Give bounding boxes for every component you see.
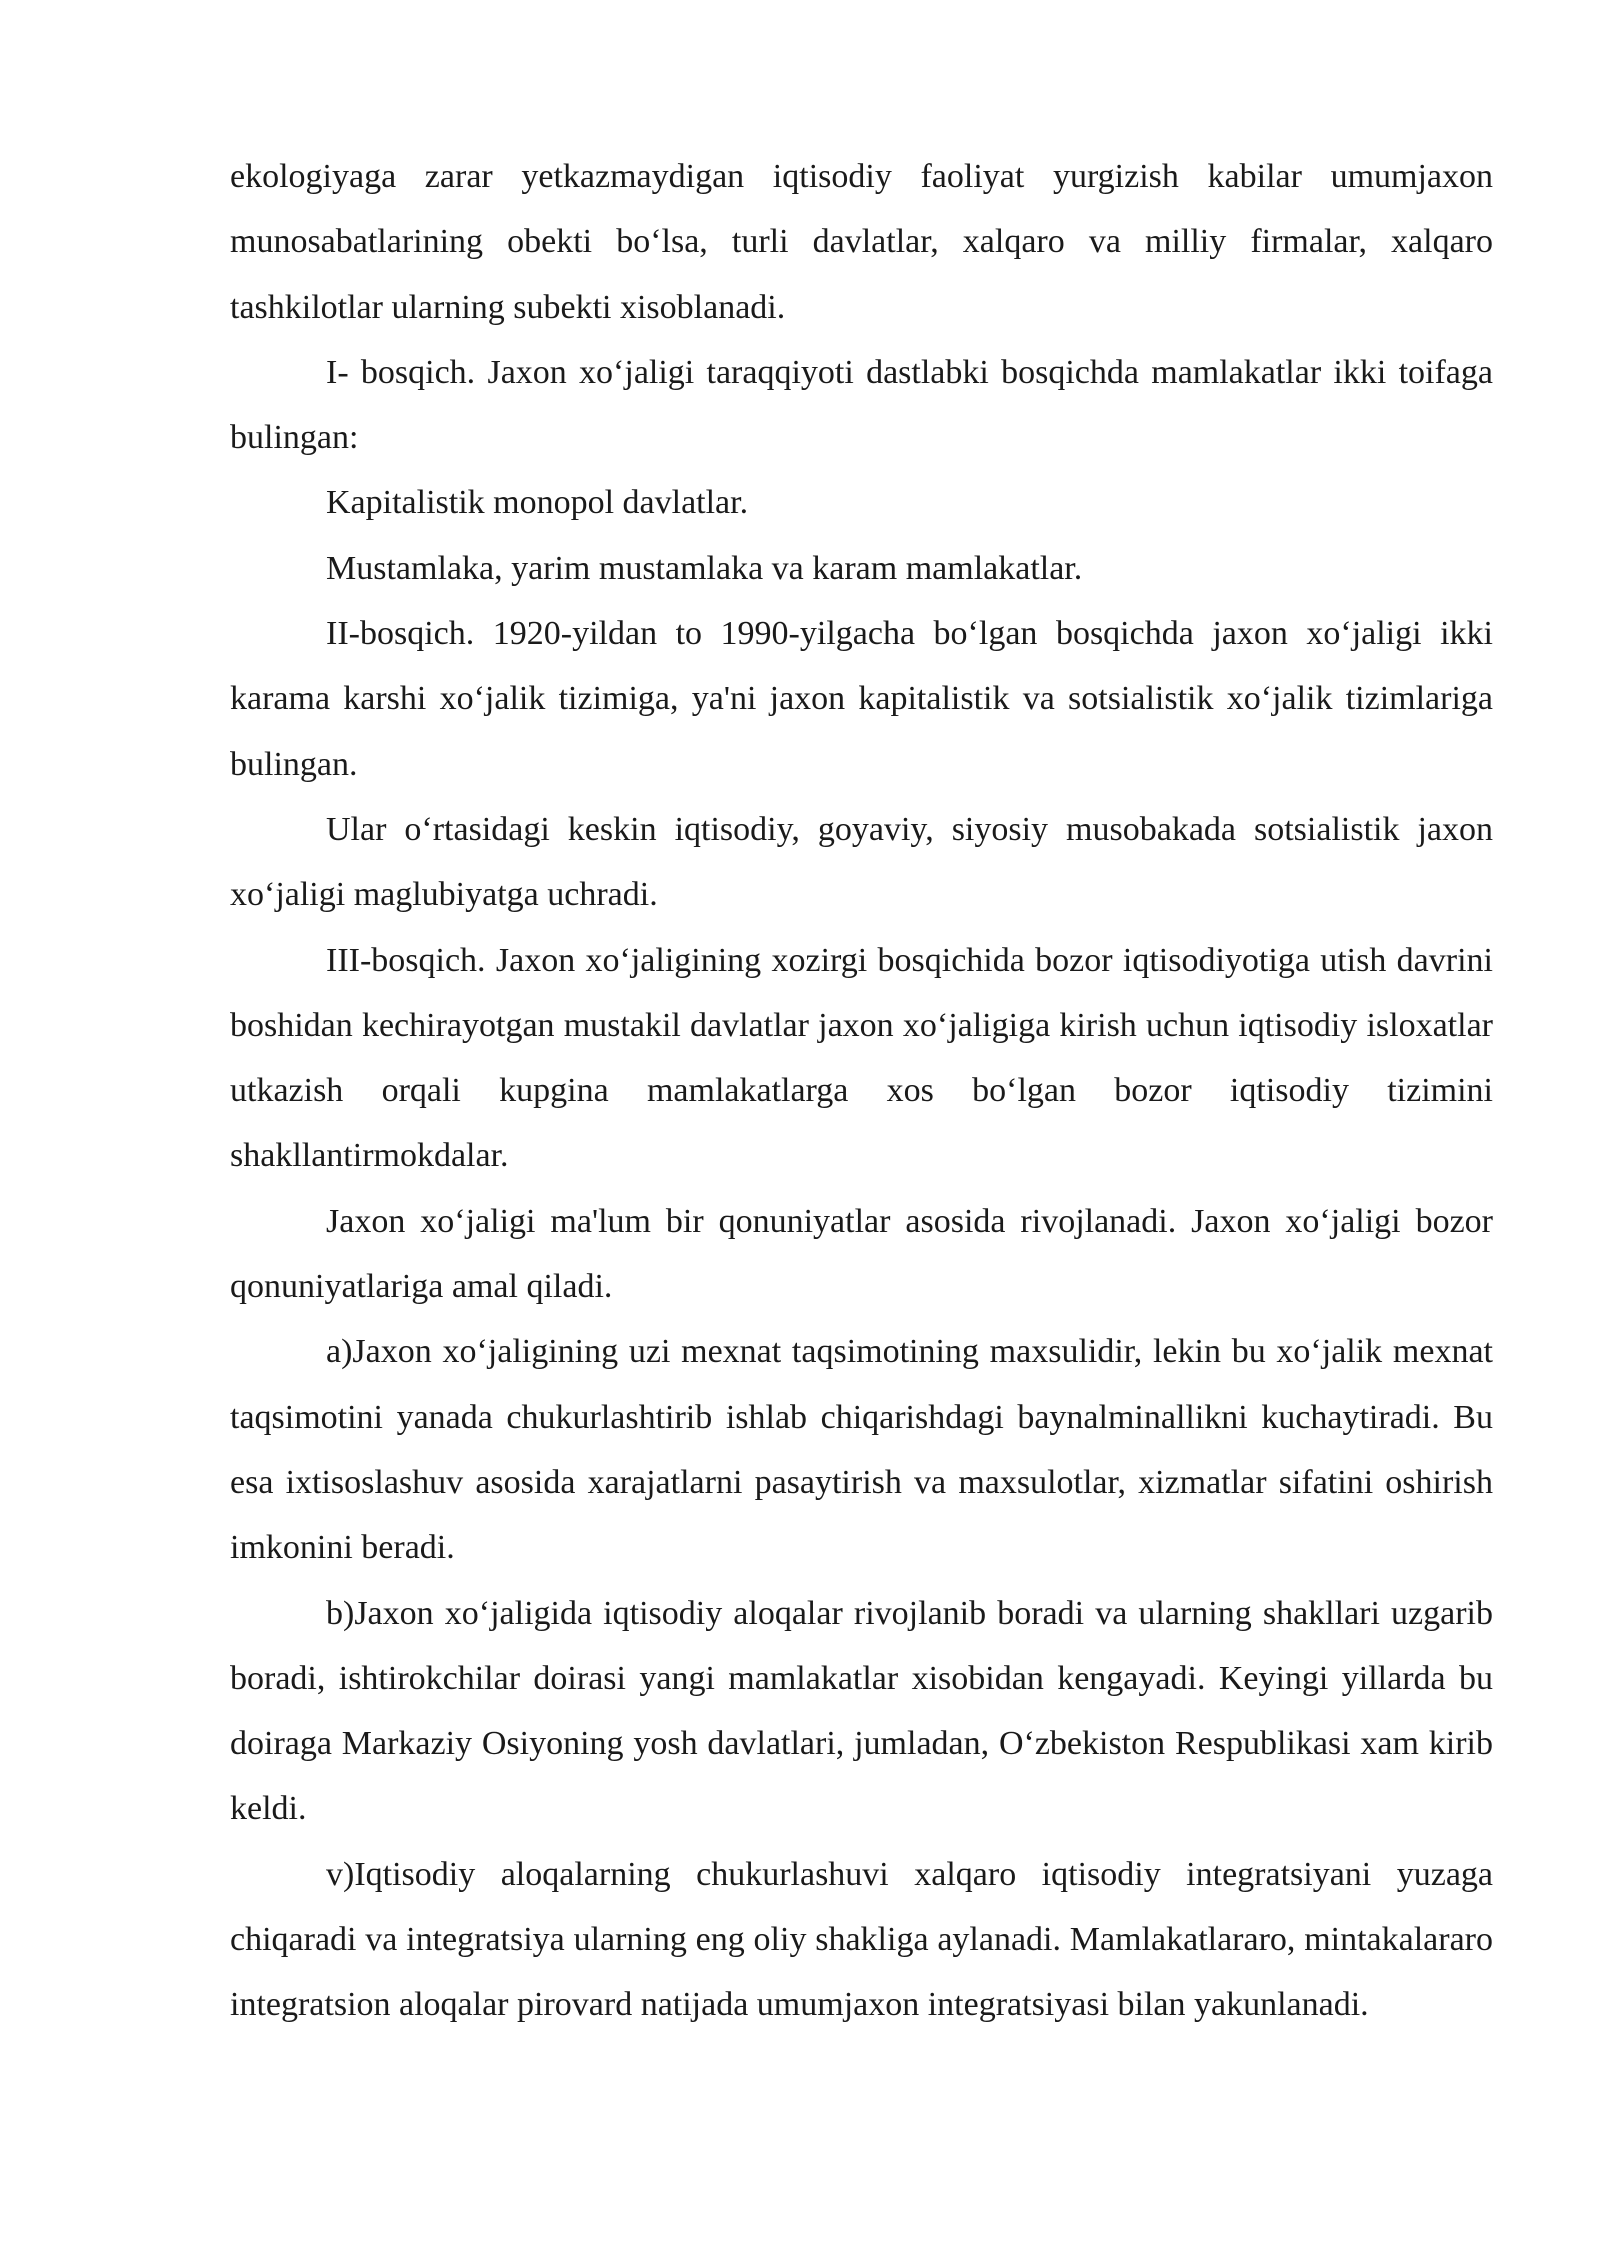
paragraph-market-laws: Jaxon xo‘jaligi ma'lum bir qonuniyatlar asosida rivojlanadi. Jaxon xo‘jaligi bozor qonuniyatlariga amal qiladi. [230,1202,1493,1306]
paragraph-intro-continuation: ekologiyaga zarar yetkazmaydigan iqtisodiy faoliyat yurgizish kabilar umumjaxon munosabatlarining obekti bo‘lsa, turli davlatlar, xalqaro va milliy firmalar, xalqaro tashkilotlar ularning subekti xisoblanadi. [230,158,1493,326]
paragraph-colonies: Mustamlaka, yarim mustamlaka va karam mamlakatlar. [326,549,1083,587]
paragraph-stage-one: I- bosqich. Jaxon xo‘jaligi taraqqiyoti dastlabki bosqichda mamlakatlar ikki toifaga bulingan: [230,353,1493,457]
paragraph-point-v: v)Iqtisodiy aloqalarning chukurlashuvi xalqaro iqtisodiy integratsiyani yuzaga chiqaradi va integratsiya ularning eng oliy shakliga aylanadi. Mamlakatlararo, mintakalararo integratsion aloqalar pirovard natijada umumjaxon integratsiyasi bilan yakunlanadi. [230,1855,1493,2024]
paragraph-capitalist-states: Kapitalistik monopol davlatlar. [326,484,749,522]
paragraph-point-a: a)Jaxon xo‘jaligining uzi mexnat taqsimotining maxsulidir, lekin bu xo‘jalik mexnat taqsimotini yanada chukurlashtirib ishlab chiqarishdagi baynalminallikni kuchaytiradi. Bu esa ixtisoslashuv asosida xarajatlarni pasaytirish va maxsulotlar, xizmatlar sifatini oshirish imkonini beradi. [230,1333,1493,1567]
paragraph-socialist-defeat: Ular o‘rtasidagi keskin iqtisodiy, goyaviy, siyosiy musobakada sotsialistik jaxon xo‘jaligi maglubiyatga uchradi. [230,810,1493,914]
document-body [230,144,1493,2038]
paragraph-stage-two: II-bosqich. 1920-yildan to 1990-yilgacha bo‘lgan bosqichda jaxon xo‘jaligi ikki karama karshi xo‘jalik tizimiga, ya'ni jaxon kapitalistik va sotsialistik xo‘jalik tizimlariga bulingan. [230,615,1493,783]
paragraph-stage-three: III-bosqich. Jaxon xo‘jaligining xozirgi bosqichida bozor iqtisodiyotiga utish davrini boshidan kechirayotgan mustakil davlatlar jaxon xo‘jaligiga kirish uchun iqtisodiy isloxatlar utkazish orqali kupgina mamlakatlarga xos bo‘lgan bozor iqtisodiy tizimini shakllantirmokdalar. [230,941,1493,1175]
paragraph-point-b: b)Jaxon xo‘jaligida iqtisodiy aloqalar rivojlanib boradi va ularning shakllari uzgarib boradi, ishtirokchilar doirasi yangi mamlakatlar xisobidan kengayadi. Keyingi yillarda bu doiraga Markaziy Osiyoning yosh davlatlari, jumladan, O‘zbekiston Respublikasi xam kirib keldi. [230,1594,1493,1828]
